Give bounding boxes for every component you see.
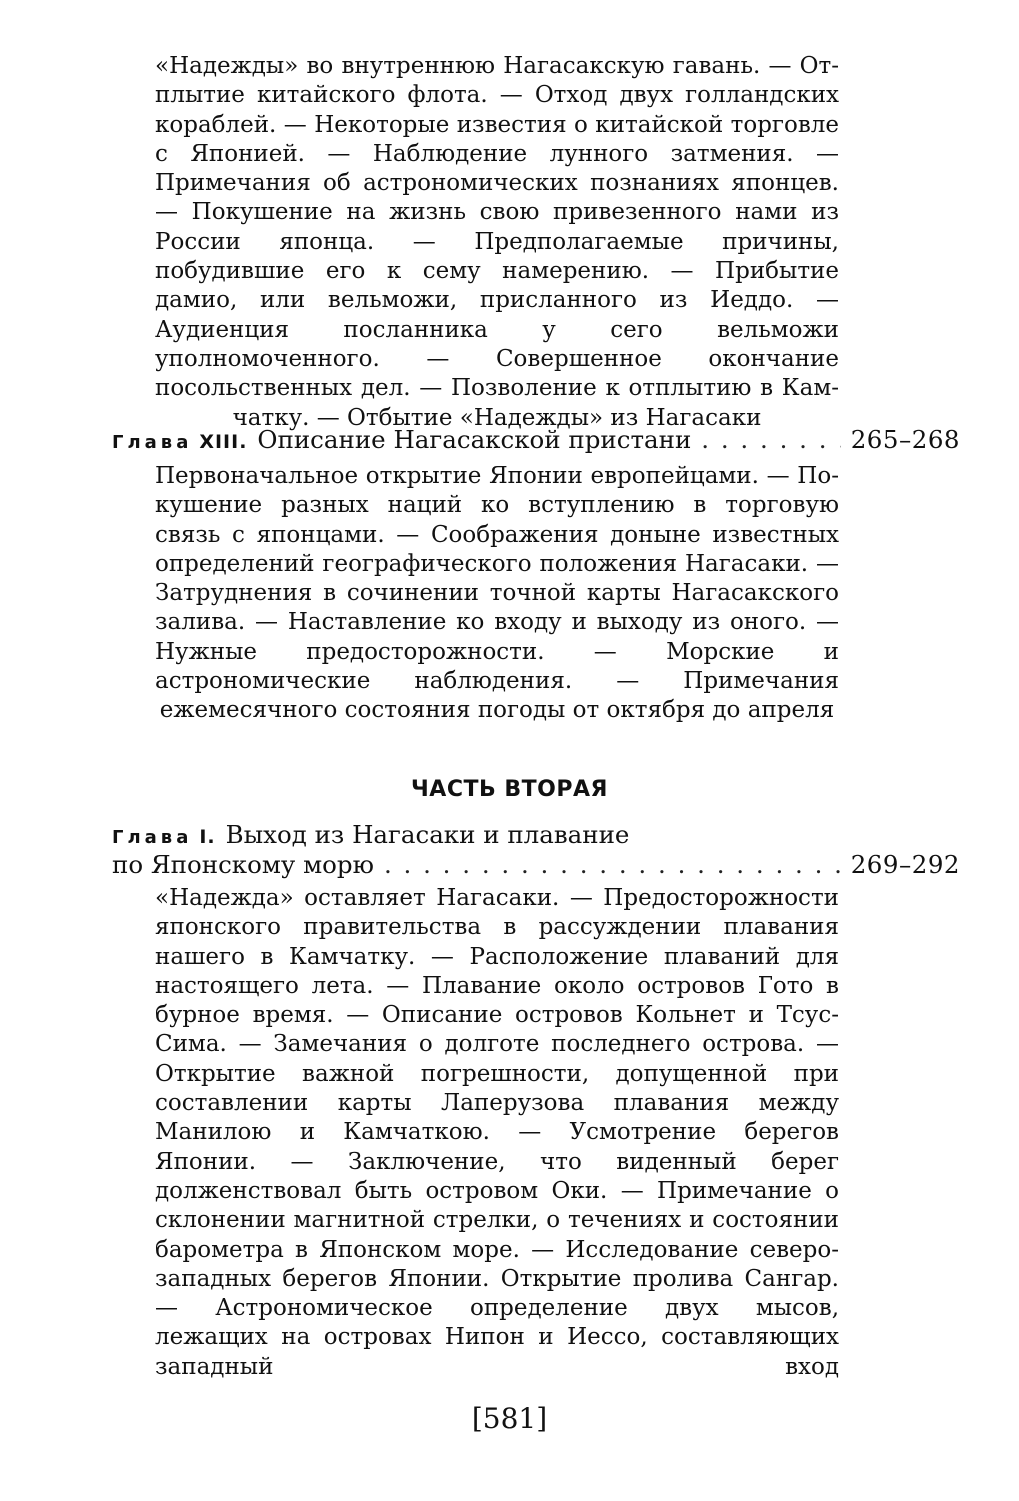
chapter-title-line2: по Японскому морю	[112, 850, 374, 879]
chapter-title: Описание Нагасакской пристани	[257, 425, 692, 454]
chapter-label: Глава	[112, 432, 193, 453]
dot-leader	[384, 849, 841, 880]
chapter-1-summary: «Надежда» оставляет Нагасаки. — Предосторожности японского правительства в рассуждении плавания нашего в Камчатку. — Расположение плаваний для настоящего лета. — Плавание около островов Гото в бурное время. — Описание островов Кольнет и Тсус-Сима. — Замечания о долготе последнего острова. — Открытие важной погрешности, допущенной при составлении карты Лаперузова плавания между Манилою и Камчаткою. — Усмотрение берегов Японии. — Заключение, что виденный берег долженствовал быть островом Оки. — Примечание о склонении магнитной стрелки, о течениях и состоянии барометра в Японском море. — Исследование северо-западных берегов Японии. Открытие пролива Сангар. — Астрономическое определение двух мысов, лежащих на островах Нипон и Иессо, составляющих западный вход	[155, 885, 839, 1380]
toc-entry-chapter-1[interactable]	[112, 849, 960, 880]
page-range: 269–292	[850, 850, 960, 879]
chapter-13-summary: Первоначальное открытие Японии европейцами. — Покушение разных наций ко вступлению в торговую связь с японцами. — Соображения доныне известных определений географического положения Нагасаки. — Затруднения в сочинении точной карты Нагасакского залива. — Наставление ко входу и выходу из оного. — Нужные предосторожности. — Морские и астрономические наблюдения. — Примечания ежемесячного состояния погоды от октября до апреля	[155, 463, 839, 724]
chapter-label: Глава	[112, 827, 193, 848]
toc-entry-chapter-13[interactable]	[112, 424, 960, 458]
continued-chapter-summary: «Надежды» во внутреннюю Нагасакскую гавань. — Отплытие китайского флота. — Отход двух голландских кораблей. — Некоторые известия о китайской торговле с Японией. — Наблюдение лунного затмения. — Примечания об астрономических познаниях японцев. — Покушение на жизнь свою привезенного нами из России японца. — Предполагаемые причины, побудившие его к сему намерению. — Прибытие дамио, или вельможи, присланного из Иеддо. — Аудиенция посланника у сего вельможи уполномоченного. — Совершенное окончание посольственных дел. — Позволение к отплытию в Камчатку. — Отбытие «Надежды» из Нагасаки	[155, 53, 839, 431]
dot-leader	[701, 424, 840, 455]
chapter-number: XIII.	[199, 431, 248, 453]
toc-entry-chapter-1-title[interactable]	[112, 819, 960, 853]
part-heading: ЧАСТЬ ВТОРАЯ	[411, 777, 608, 802]
page-number: [581]	[471, 1402, 548, 1435]
chapter-title-line1: Выход из Нагасаки и плавание	[225, 820, 630, 849]
page-range: 265–268	[850, 425, 960, 454]
chapter-number: I.	[199, 826, 216, 848]
